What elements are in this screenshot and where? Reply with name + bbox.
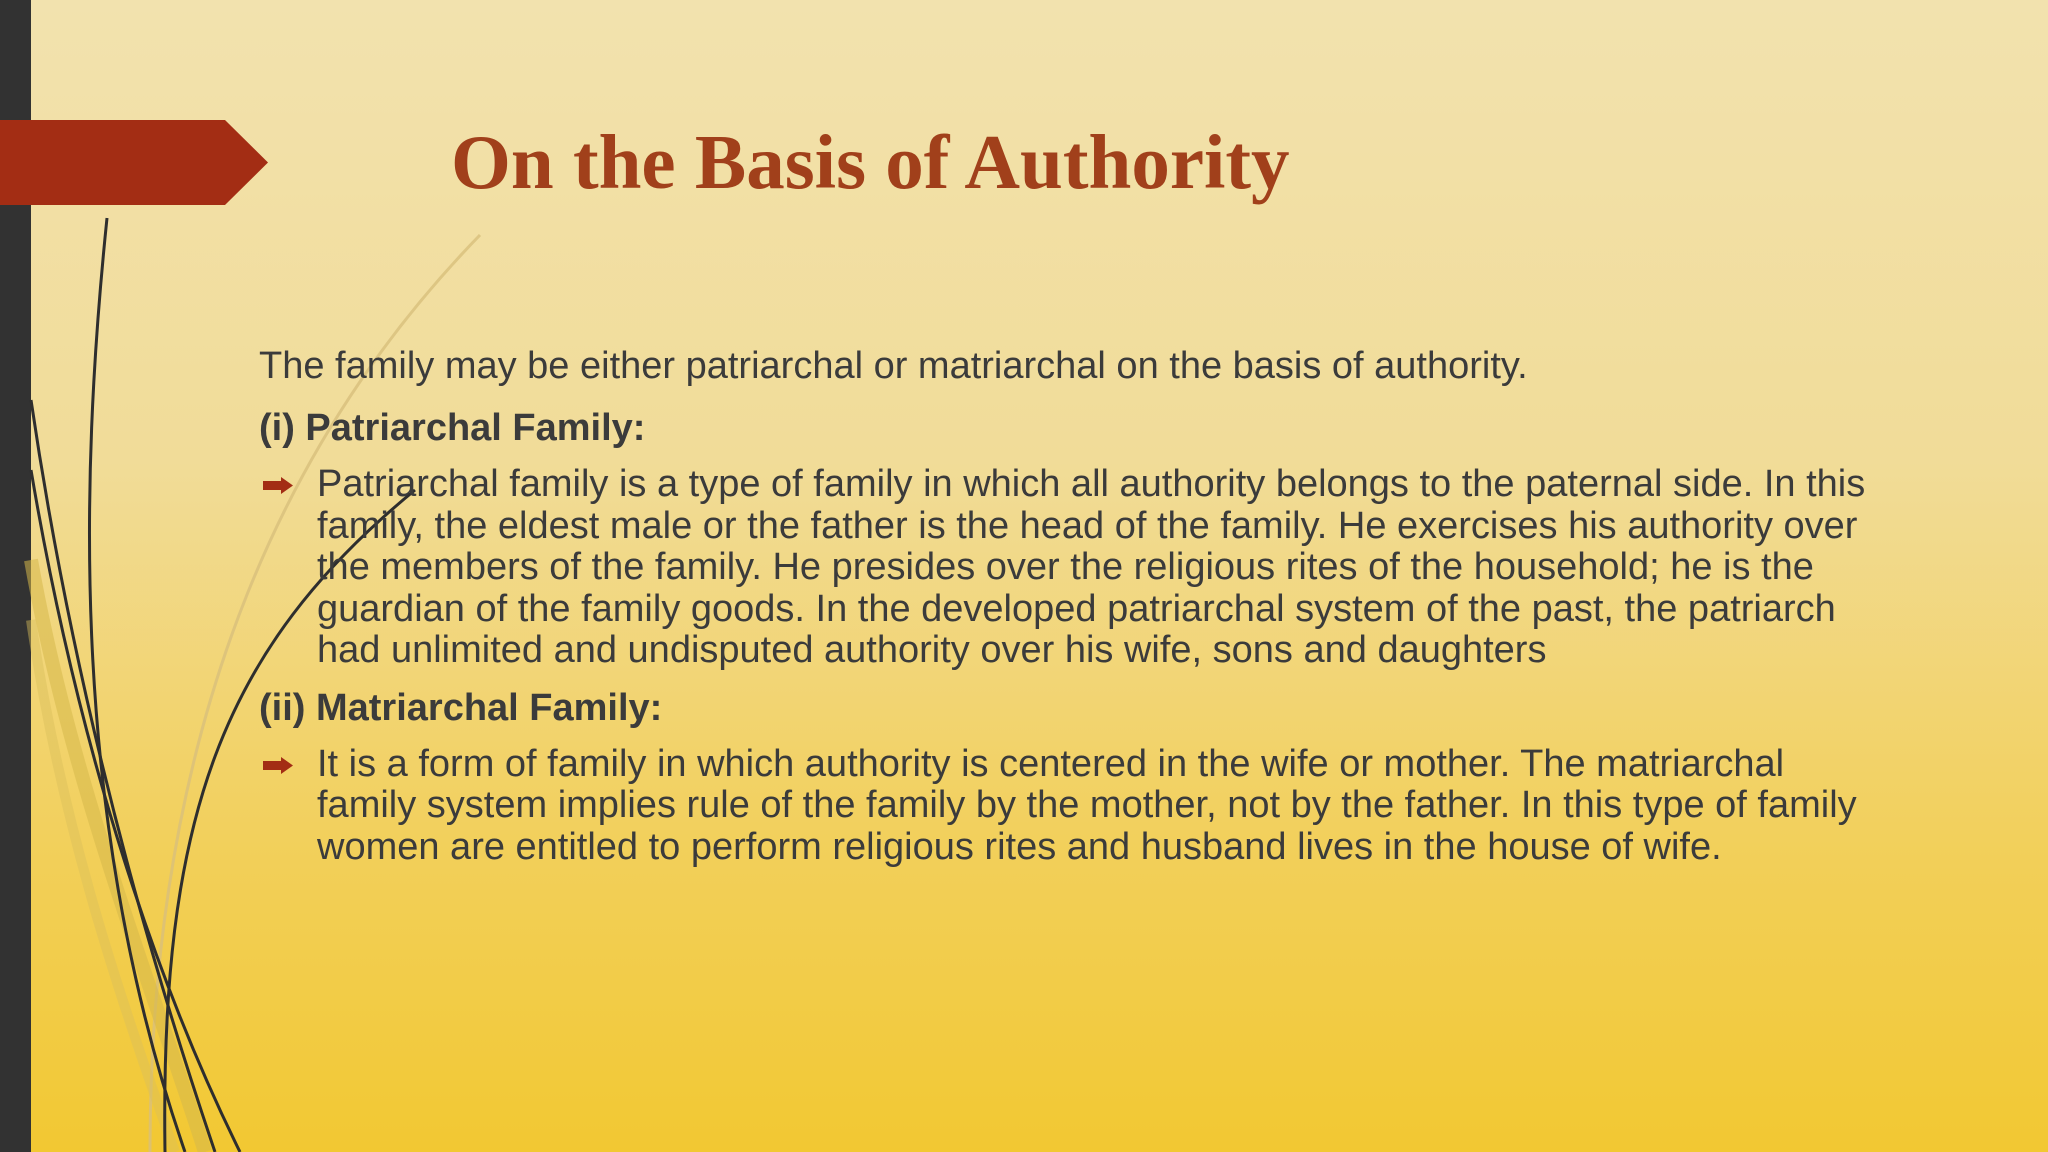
title-accent-tab	[0, 120, 268, 205]
matriarchal-bullet-text: It is a form of family in which authority is centered in the wife or mother. The matriarchal family system implies rule of the family by the mother, not by the father. In this type of family women are entitled to perform religious rites and husband lives in the house of wife.	[317, 742, 1857, 868]
patriarchal-heading: (i) Patriarchal Family:	[259, 407, 646, 449]
arrow-bullet-icon	[263, 757, 293, 774]
patriarchal-bullet	[259, 464, 1877, 672]
arrow-bullet-icon	[263, 477, 293, 494]
matriarchal-bullet	[259, 744, 1877, 869]
slide-title: On the Basis of Authority	[451, 119, 1290, 205]
intro-text: The family may be either patriarchal or matriarchal on the basis of authority.	[259, 345, 1528, 387]
patriarchal-bullet-text: Patriarchal family is a type of family in which all authority belongs to the paternal side. In this family, the eldest male or the father is the head of the family. He exercises his authority over the members of the family. He presides over the religious rites of the household; he is the guardian of the family goods. In the developed patriarchal system of the past, the patriarch had unlimited and undisputed authority over his wife, sons and daughters	[317, 463, 1866, 671]
matriarchal-heading: (ii) Matriarchal Family:	[259, 686, 663, 729]
slide-body	[259, 340, 1866, 868]
